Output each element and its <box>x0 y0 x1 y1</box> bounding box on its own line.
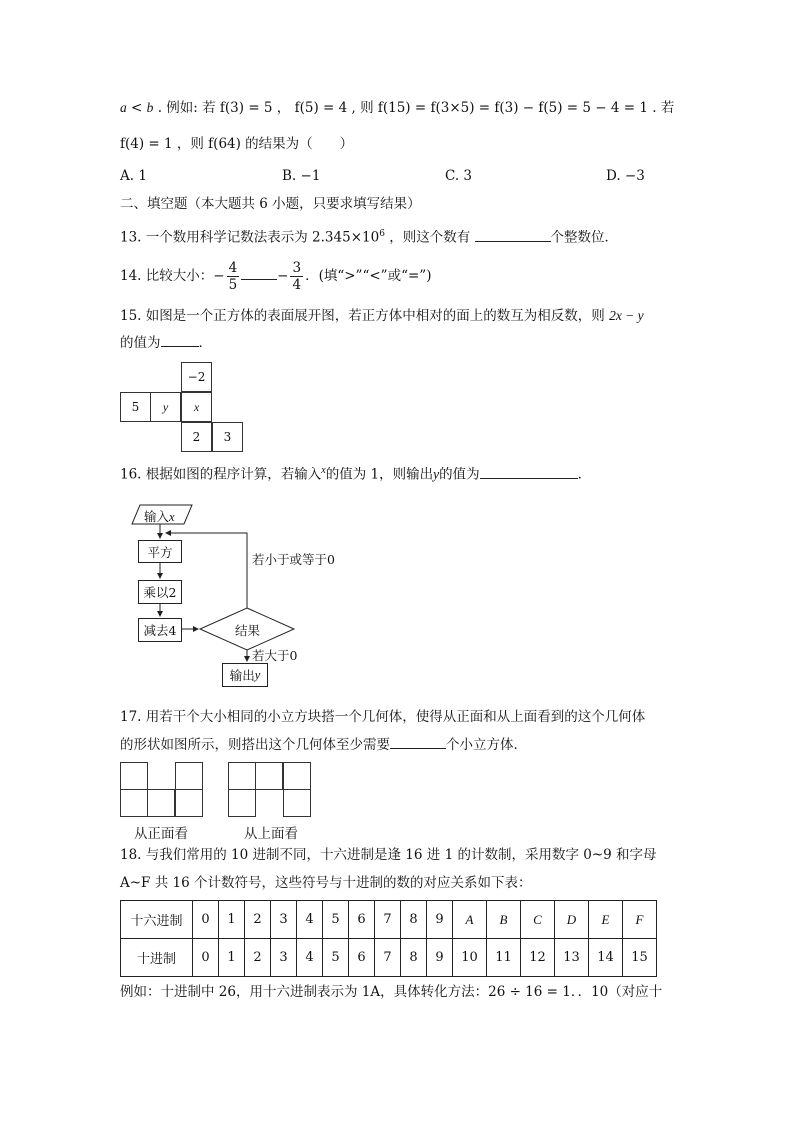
frac2-num: 3 <box>292 260 302 276</box>
flow-input-text: 输入 <box>144 509 170 524</box>
q14-suffix: ．(填“>”“<”或“=”) <box>305 268 432 284</box>
q13-middle: ，则这个数有 <box>384 229 475 246</box>
net-cell-bottom-1: 2 <box>181 422 212 452</box>
dec-cell: 6 <box>349 939 375 977</box>
q16-var-y: y <box>433 466 440 482</box>
flowchart <box>130 500 360 692</box>
dec-cell: 9 <box>427 939 453 977</box>
dec-cell: 14 <box>589 939 623 977</box>
top-cell <box>228 789 256 817</box>
dec-cell: 4 <box>297 939 323 977</box>
q15-answer-blank[interactable] <box>161 333 199 347</box>
question-14 <box>120 258 431 294</box>
front-cell <box>120 789 148 817</box>
frac2-den: 4 <box>292 277 302 293</box>
top-cell <box>255 762 283 790</box>
section-2-heading: 二、填空题（本大题共 6 小题，只要求填写结果） <box>120 196 421 212</box>
flow-minus4-box: 减去4 <box>138 618 182 642</box>
q17-answer-blank[interactable] <box>390 735 446 749</box>
front-cell <box>147 789 175 817</box>
option-a[interactable]: A. 1 <box>120 168 147 184</box>
dec-cell: 1 <box>219 939 245 977</box>
hex-cell: 4 <box>297 901 323 939</box>
flow-input-var: x <box>169 510 175 524</box>
q16-middle: 的值为 1，则输出 <box>325 466 434 483</box>
hex-row-header: 十六进制 <box>121 901 193 939</box>
table-row-dec <box>121 939 657 977</box>
hex-cell: B <box>487 901 521 939</box>
question-15-line1 <box>120 306 644 326</box>
q16-var-x: x <box>321 465 326 476</box>
top-cell <box>283 762 311 790</box>
net-cell-y: y <box>150 392 181 422</box>
question-18-line2: A~F 共 16 个计数符号，这些符号与十进制的数的对应关系如下表： <box>120 875 532 891</box>
flow-exit-condition: 若大于0 <box>252 648 298 663</box>
less-than: < <box>131 100 143 116</box>
hex-cell: 2 <box>245 901 271 939</box>
q13-exponent: 6 <box>379 229 385 239</box>
q14-answer-blank[interactable] <box>241 266 277 280</box>
net-cell-left: 5 <box>120 392 151 422</box>
flow-output-box <box>222 663 268 687</box>
question-16 <box>120 461 582 485</box>
flow-loop-condition: 若小于或等于0 <box>252 552 335 567</box>
q17-line2-prefix: 的形状如图所示，则搭出这个几何体至少需要 <box>120 737 390 753</box>
var-b: b <box>146 100 154 115</box>
hex-cell: E <box>589 901 623 939</box>
q12-line2: f(4) = 1 ，则 f(64) 的结果为（ ） <box>120 136 354 152</box>
hex-cell: D <box>555 901 589 939</box>
flow-input-label <box>144 507 175 525</box>
cube-net <box>120 362 244 454</box>
q15-line1: 15. 如图是一个正方体的表面展开图，若正方体中相对的面上的数互为相反数，则 <box>120 308 605 324</box>
top-view-label: 从上面看 <box>244 826 298 842</box>
fraction-3-4 <box>290 260 303 293</box>
net-cell-bottom-2: 3 <box>212 422 243 452</box>
dec-cell: 5 <box>323 939 349 977</box>
hex-cell: 1 <box>219 901 245 939</box>
q18-example: 例如：十进制中 26，用十六进制表示为 1A，具体转化方法：26 ÷ 16 = 1．．10（对应十 <box>120 984 663 1000</box>
hex-cell: F <box>623 901 657 939</box>
question-17-line2 <box>120 735 527 755</box>
option-d[interactable]: D. −3 <box>606 168 645 184</box>
front-cell <box>175 762 203 790</box>
q12-options <box>120 168 680 188</box>
dec-cell: 0 <box>193 939 219 977</box>
hex-cell: 5 <box>323 901 349 939</box>
q12-line1-text: . 例如: 若 f(3) = 5 ， f(5) = 4 , 则 f(15) = f(3×5) = f(3) − f(5) = 5 − 4 = 1 . 若 <box>157 100 675 116</box>
net-cell-top: −2 <box>181 362 212 392</box>
hex-cell: 3 <box>271 901 297 939</box>
dec-cell: 8 <box>401 939 427 977</box>
q16-suffix: 的值为 <box>439 466 480 483</box>
dec-cell: 11 <box>487 939 521 977</box>
dec-cell: 13 <box>555 939 589 977</box>
flow-result-label: 结果 <box>235 623 261 638</box>
hex-cell: 8 <box>401 901 427 939</box>
q16-answer-blank[interactable] <box>480 465 578 479</box>
q13-suffix: 个整数位． <box>550 229 619 246</box>
question-13 <box>120 224 618 248</box>
dec-cell: 3 <box>271 939 297 977</box>
q14-prefix: 14. 比较大小： <box>120 268 214 284</box>
flow-square-box: 平方 <box>138 540 182 563</box>
hex-decimal-table <box>120 900 657 977</box>
q15-line2-suffix: ． <box>198 335 212 351</box>
frac1-den: 5 <box>228 277 238 293</box>
flow-output-var: y <box>254 667 261 682</box>
dec-row-header: 十进制 <box>121 939 193 977</box>
frac2-sign: − <box>277 268 289 284</box>
front-view-label: 从正面看 <box>134 826 188 842</box>
dec-cell: 15 <box>623 939 657 977</box>
q15-line2-prefix: 的值为 <box>120 335 161 351</box>
hex-cell: 0 <box>193 901 219 939</box>
fraction-4-5 <box>227 260 240 293</box>
table-row-hex <box>121 901 657 939</box>
top-cell <box>228 762 256 790</box>
top-cell <box>283 789 311 817</box>
net-cell-x: x <box>181 392 212 422</box>
q17-line2-suffix: 个小立方体． <box>446 737 527 753</box>
hex-cell: 9 <box>427 901 453 939</box>
three-view-figures <box>120 762 320 842</box>
dec-cell: 7 <box>375 939 401 977</box>
front-cell <box>120 762 148 790</box>
hex-cell: A <box>453 901 487 939</box>
flow-times2-box: 乘以2 <box>138 580 182 604</box>
q13-answer-blank[interactable] <box>475 228 551 242</box>
hex-cell: 6 <box>349 901 375 939</box>
option-b[interactable]: B. −1 <box>282 168 321 184</box>
q15-expr: 2x − y <box>609 308 644 323</box>
q16-prefix: 16. 根据如图的程序计算，若输入 <box>120 466 322 483</box>
var-a: a <box>120 100 127 115</box>
hex-cell: 7 <box>375 901 401 939</box>
dec-cell: 10 <box>453 939 487 977</box>
question-17-line1: 17. 用若干个大小相同的小立方块搭一个几何体，使得从正面和从上面看到的这个几何体 <box>120 709 646 725</box>
front-cell <box>175 789 203 817</box>
q12-line1 <box>120 98 674 118</box>
hex-cell: C <box>521 901 555 939</box>
flow-output-text: 输出 <box>229 668 255 683</box>
q16-end: . <box>577 466 582 483</box>
q13-prefix: 13. 一个数用科学记数法表示为 2.345×10 <box>120 229 380 246</box>
frac1-sign: − <box>213 268 225 284</box>
frac1-num: 4 <box>228 260 238 276</box>
option-c[interactable]: C. 3 <box>445 168 473 184</box>
question-18-line1: 18. 与我们常用的 10 进制不同，十六进制是逢 16 进 1 的计数制，采用数字 0~9 和字母 <box>120 847 657 863</box>
question-15-line2 <box>120 333 212 353</box>
dec-cell: 2 <box>245 939 271 977</box>
dec-cell: 12 <box>521 939 555 977</box>
